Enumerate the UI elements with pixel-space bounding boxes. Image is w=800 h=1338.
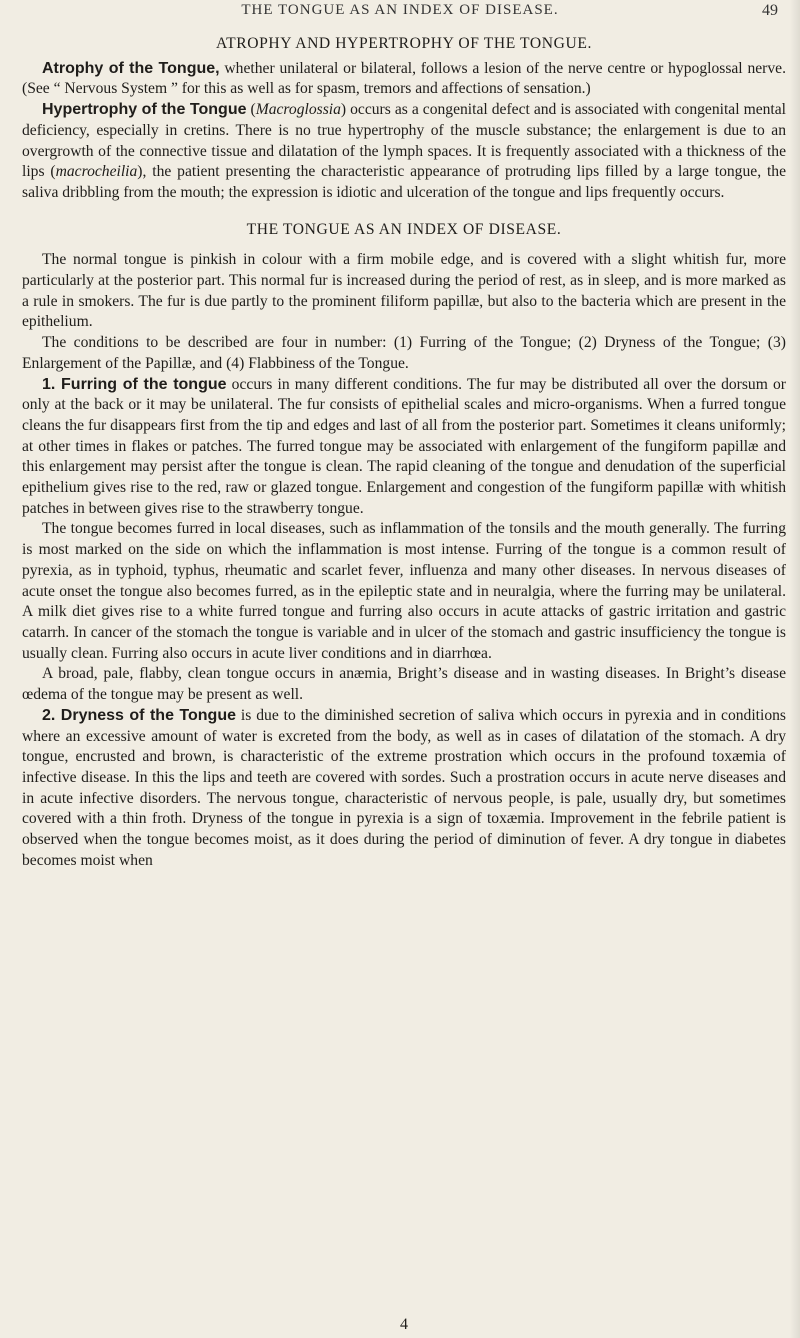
paragraph-text: whether unilateral or bilateral, follows a lesion of the nerve centre or hypoglossal nerve. (See “ Nervous System ” for this as well as for spasm, tremors and affections of sensation.)	[22, 59, 786, 98]
paragraph-conditions: The conditions to be described are four in number: (1) Furring of the Tongue; (2) Dryness of the Tongue; (3) Enlargement of the Papillæ, and (4) Flabbiness of the Tongue.	[22, 334, 786, 372]
page-body	[22, 28, 786, 871]
term-atrophy: Atrophy of the Tongue,	[42, 59, 220, 77]
paragraph-text: occurs in many different conditions. The fur may be distributed all over the dorsum or only at the back or it may be unilateral. The fur consists of epithelial scales and micro-organisms. When a furred tongue cleans the fur disappears first from the tip and edges and last of all from the posterior part. Sometimes it cleans uniformly; at other times in flakes or patches. The furred tongue may be associated with enlargement of the fungiform papillæ and this enlargement may persist after the tongue is clean. The rapid cleaning of the tongue and denudation of the superficial epithelium gives rise to the red, raw or glazed tongue. Enlargement and congestion of the fungiform papillæ with whitish patches in between gives rise to the strawberry tongue.	[22, 375, 786, 517]
paragraph-hypertrophy	[22, 100, 786, 204]
paragraph-furring	[22, 375, 786, 520]
paragraph-text: is due to the diminished secretion of saliva which occurs in pyrexia and in conditions where an excessive amount of water is excreted from the body, as well as in cases of dilatation of the stomach. A dry tongue, encrusted and brown, is characteristic of the extreme prostration which occurs in the profound toxæmia of infective disease. In this the lips and teeth are covered with sordes. Such a prostration occurs in acute nerve diseases and in acute infective disorders. The nervous tongue, characteristic of nervous people, is pale, usually dry, but sometimes covered with a thin froth. Dryness of the tongue in pyrexia is a sign of toxæmia. Improvement in the febrile patient is observed when the tongue becomes moist, as it does during the period of diminution of fever. A dry tongue in diabetes becomes moist when	[22, 706, 786, 869]
term-macroglossia: Macroglossia	[255, 101, 341, 119]
signature-mark: 4	[400, 1316, 408, 1333]
term-macrocheilia: macrocheilia	[55, 163, 138, 181]
running-head: THE TONGUE AS AN INDEX OF DISEASE.	[241, 2, 559, 18]
paragraph-normal-tongue: The normal tongue is pinkish in colour with a firm mobile edge, and is covered with a slight whitish fur, more particularly at the posterior part. This normal fur is increased during the period of rest, as in sleep, and is more marked as a rule in smokers. The fur is due partly to the prominent filiform papillæ, but also to the bacteria which are present in the epithelium.	[22, 251, 786, 331]
term-hypertrophy: Hypertrophy of the Tongue	[42, 101, 247, 119]
term-dryness: 2. Dryness of the Tongue	[42, 706, 236, 724]
page-number: 49	[762, 2, 778, 19]
paragraph-dryness	[22, 706, 786, 872]
paragraph-text: ) occurs as a congenital defect and is associated with congenital mental deficiency, especially in cretins. There is no true hypertrophy of the muscle substance; the enlargement is due to an overgrowth of the connective tissue and dilatation of the lymph spaces. It is frequently associated with a thickness of the lips (	[22, 101, 787, 181]
section-heading-index: THE TONGUE AS AN INDEX OF DISEASE.	[246, 220, 562, 238]
paragraph-text: (	[246, 101, 256, 119]
paragraph-text: ), the patient presenting the characteristic appearance of protruding lips filled by a large tongue, the saliva dribbling from the mouth; the expression is idiotic and ulceration of the tongue and lips frequently occurs.	[22, 163, 787, 201]
binding-shadow	[790, 0, 800, 1338]
term-furring: 1. Furring of the tongue	[42, 375, 227, 393]
paragraph-flabby-tongue: A broad, pale, flabby, clean tongue occurs in anæmia, Bright’s disease and in wasting diseases. In Bright’s disease œdema of the tongue may be present as well.	[22, 665, 786, 704]
paragraph-local-diseases: The tongue becomes furred in local diseases, such as inflammation of the tonsils and the mouth generally. The furring is most marked on the side on which the inflammation is most intense. Furring of the tongue is a common result of pyrexia, as in typhoid, typhus, rheumatic and scarlet fever, influenza and many other diseases. In nervous diseases of acute onset the tongue also becomes furred, as in the epileptic state and in neuralgia, where the furring may be unilateral. A milk diet gives rise to a white furred tongue and furring also occurs in acute attacks of gastric irritation and gastric catarrh. In cancer of the stomach the tongue is variable and in ulcer of the stomach and gastric insufficiency the tongue is usually clean. Furring also occurs in acute liver conditions and in diarrhœa.	[22, 520, 786, 662]
paragraph-atrophy	[22, 59, 786, 100]
section-heading-atrophy: ATROPHY AND HYPERTROPHY OF THE TONGUE.	[216, 35, 592, 52]
